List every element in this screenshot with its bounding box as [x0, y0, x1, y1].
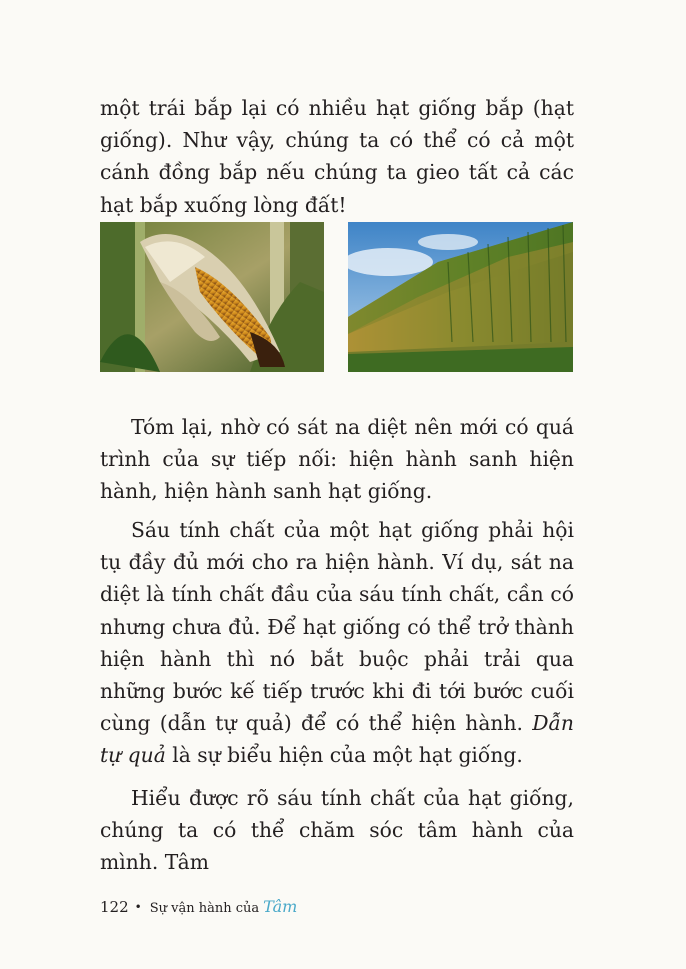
- six-qualities-main: Sáu tính chất của một hạt giống phải hội tụ đầy đủ mới cho ra hiện hành. Ví dụ, sát na diệt là tính chất đầu của sáu tính chất, cần có nhưng chưa đủ. Để hạt giống có thể trở thành hiện hành thì nó bắt buộc phải trải qua những bước kế tiếp trước khi đi tới bước cuối cùng (dẫn tự quả) để có thể hiện hành.: [100, 518, 574, 736]
- term-dan-tu-qua: Dẫn tự quả: [100, 711, 574, 768]
- page-footer: [100, 897, 297, 916]
- cornfield-photo: [348, 222, 573, 372]
- lead-in-text: một trái bắp lại có nhiều hạt giống bắp (hạt giống). Như vậy, chúng ta có thể có cả một cánh đồng bắp nếu chúng ta gieo tất cả các hạt bắp xuống lòng đất!: [100, 96, 574, 217]
- summary-text: Tóm lại, nhờ có sát na diệt nên mới có quá trình của sự tiếp nối: hiện hành sanh hiện hành, hiện hành sanh hạt giống.: [100, 415, 574, 504]
- six-qualities-tail: là sự biểu hiện của một hạt giống.: [165, 743, 523, 768]
- page-number: 122: [100, 898, 129, 916]
- summary-paragraph: [100, 411, 574, 508]
- six-qualities-paragraph: [100, 514, 574, 772]
- series-script-word: Tâm: [263, 897, 298, 916]
- cornfield-image: [348, 222, 573, 372]
- understanding-paragraph: [100, 782, 574, 879]
- lead-in-paragraph: [100, 92, 574, 221]
- series-title: Sự vận hành của: [149, 901, 260, 916]
- footer-bullet: •: [134, 900, 142, 914]
- corn-cob-image: [100, 222, 324, 372]
- six-qualities-text: [100, 514, 574, 772]
- understanding-text: Hiểu được rõ sáu tính chất của hạt giống, chúng ta có thể chăm sóc tâm hành của mình. Tâm: [100, 786, 574, 875]
- corn-cob-photo: [100, 222, 324, 372]
